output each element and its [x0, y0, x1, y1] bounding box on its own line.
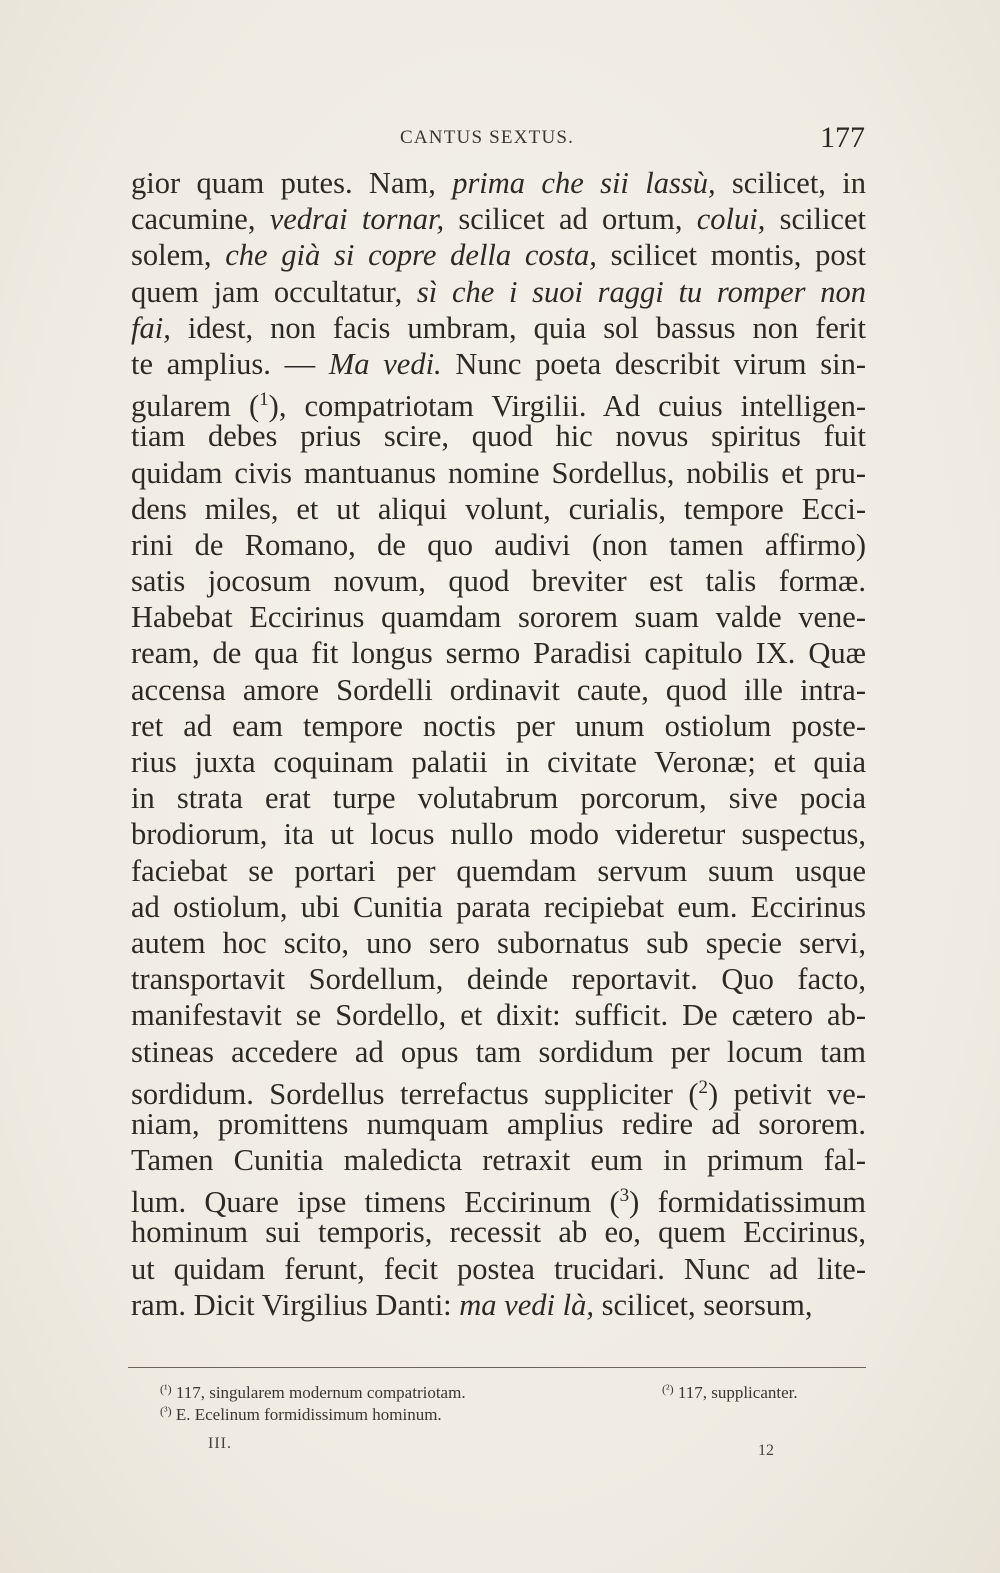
text-line — [131, 780, 866, 816]
italic-quotation: ma vedi là, — [459, 1287, 594, 1322]
footnote-text: E. Ecelinum formidissimum hominum. — [175, 1405, 442, 1424]
footnote-text: 117, supplicanter. — [677, 1383, 798, 1402]
text-segment: tiam debes prius scire, quod hic novus spiritus fuit — [131, 419, 866, 454]
text-line — [131, 165, 866, 201]
text-segment: Habebat Eccirinus quamdam sororem suam valde vene- — [131, 600, 866, 635]
footnote-marker: (³) — [160, 1404, 172, 1418]
text-line — [131, 1214, 866, 1250]
text-line — [131, 635, 866, 671]
sheet-number: 12 — [758, 1442, 774, 1459]
text-segment: gularem ( — [131, 389, 260, 424]
text-segment: in strata erat turpe volutabrum porcorum, sive pocia — [131, 781, 866, 816]
text-line — [131, 563, 866, 599]
text-segment: cacumine, — [131, 202, 270, 237]
text-segment: ), compatriotam Virgilii. Ad cuius intelligen- — [268, 389, 866, 424]
text-segment: solem, — [131, 238, 226, 273]
text-line — [131, 491, 866, 527]
text-line — [131, 237, 866, 273]
text-segment: ) petivit ve- — [708, 1076, 866, 1111]
text-segment: Nunc poeta describit virum sin- — [441, 346, 866, 381]
text-segment: satis jocosum novum, quod breviter est talis formæ. — [131, 564, 866, 599]
text-line — [131, 1070, 866, 1111]
text-segment: ) formidatissimum — [629, 1185, 866, 1220]
text-line — [131, 744, 866, 780]
italic-quotation: che già si copre della costa, — [225, 238, 597, 273]
text-segment: autem hoc scito, uno sero subornatus sub specie servi, — [131, 925, 866, 960]
text-segment: idest, non facis umbram, quia sol bassus non ferit — [170, 310, 866, 345]
italic-quotation: colui, — [696, 202, 766, 237]
footnote-row — [160, 1378, 860, 1400]
text-segment: niam, promittens numquam amplius redire ad sororem. — [131, 1106, 866, 1141]
running-head — [130, 121, 865, 157]
text-segment: scilicet montis, post — [596, 238, 867, 273]
text-line — [131, 925, 866, 961]
text-line — [131, 418, 866, 454]
text-segment: scilicet, seorsum, — [593, 1287, 813, 1322]
italic-quotation: sì che i suoi raggi tu romper non — [416, 274, 866, 309]
text-line — [131, 1034, 866, 1070]
footnote — [160, 1400, 442, 1426]
text-segment: rius juxta coquinam palatii in civitate Veronæ; et quia — [131, 745, 866, 779]
signature-mark: III. — [208, 1435, 232, 1452]
body-text — [131, 165, 866, 1323]
text-segment: ad ostiolum, ubi Cunitia parata recipiebat eum. Eccirinus — [131, 889, 866, 924]
text-segment: rini de Romano, de quo audivi (non tamen affirmo) — [131, 527, 866, 562]
text-segment: gior quam putes. Nam, — [131, 166, 453, 200]
text-line — [131, 382, 866, 424]
text-line — [131, 599, 866, 635]
text-segment: faciebat se portari per quemdam servum suum usque — [131, 853, 866, 888]
text-line — [131, 889, 866, 925]
text-line — [131, 961, 866, 997]
italic-quotation: vedrai tornar, — [269, 202, 445, 237]
text-segment: accensa amore Sordelli ordinavit caute, quod ille intra- — [131, 672, 866, 707]
footnote-text: 117, singularem modernum compatriotam. — [175, 1383, 466, 1402]
text-line — [131, 274, 866, 310]
text-segment: dens miles, et ut aliqui volunt, curialis, tempore Ecci- — [131, 491, 866, 526]
text-segment: lum. Quare ipse timens Eccirinum ( — [131, 1185, 620, 1220]
text-line — [131, 853, 866, 889]
italic-quotation: fai, — [131, 310, 171, 345]
text-line — [131, 527, 866, 563]
text-segment: sordidum. Sordellus terrefactus suppliciter ( — [131, 1076, 699, 1111]
text-segment: scilicet — [765, 202, 866, 237]
text-line — [131, 201, 866, 237]
footnote-reference: 3 — [619, 1185, 630, 1207]
text-segment: transportavit Sordellum, deinde reportavit. Quo facto, — [131, 962, 866, 997]
text-line — [131, 1106, 866, 1142]
footnotes — [160, 1378, 860, 1422]
text-segment: quidam civis mantuanus nomine Sordellus, nobilis et pru- — [131, 455, 866, 490]
italic-quotation: prima che sii lassù, — [452, 166, 716, 200]
text-line — [131, 310, 866, 346]
text-segment: ream, de qua fit longus sermo Paradisi capitulo IX. Quæ — [131, 636, 866, 671]
text-line — [131, 997, 866, 1033]
text-segment: ret ad eam tempore noctis per unum ostiolum poste- — [131, 708, 866, 743]
text-segment: quem jam occultatur, — [131, 274, 417, 309]
text-segment: hominum sui temporis, recessit ab eo, quem Eccirinus, — [131, 1215, 866, 1250]
text-segment: manifestavit se Sordello, et dixit: sufficit. De cætero ab- — [131, 998, 866, 1033]
footnote-rule — [128, 1367, 866, 1368]
footnote-marker: (²) — [662, 1382, 674, 1396]
text-line — [131, 455, 866, 491]
page-number: 177 — [820, 121, 865, 154]
italic-quotation: Ma vedi. — [328, 346, 442, 381]
text-line — [131, 346, 866, 382]
running-title: CANTUS SEXTUS. — [400, 127, 575, 148]
footnote-marker: (¹) — [160, 1382, 172, 1396]
footnote-reference: 1 — [259, 389, 269, 411]
text-segment: ut quidam ferunt, fecit postea trucidari. Nunc ad lite- — [131, 1251, 866, 1286]
text-segment: brodiorum, ita ut locus nullo modo videretur suspectus, — [131, 817, 866, 852]
text-segment: te amplius. — — [131, 346, 329, 381]
text-segment: scilicet ad ortum, — [444, 202, 697, 237]
text-segment: scilicet, in — [715, 166, 866, 200]
text-line — [131, 816, 866, 852]
footnote-reference: 2 — [698, 1076, 709, 1098]
footnote-row — [160, 1400, 860, 1422]
text-line — [131, 1142, 866, 1178]
text-line — [131, 1287, 866, 1323]
text-segment: ram. Dicit Virgilius Danti: — [131, 1287, 460, 1322]
text-line — [131, 1178, 866, 1220]
text-segment: stineas accedere ad opus tam sordidum per locum tam — [131, 1034, 866, 1069]
text-line — [131, 708, 866, 744]
text-line — [131, 672, 866, 708]
text-line — [131, 1251, 866, 1287]
text-segment: Tamen Cunitia maledicta retraxit eum in primum fal- — [131, 1143, 866, 1178]
